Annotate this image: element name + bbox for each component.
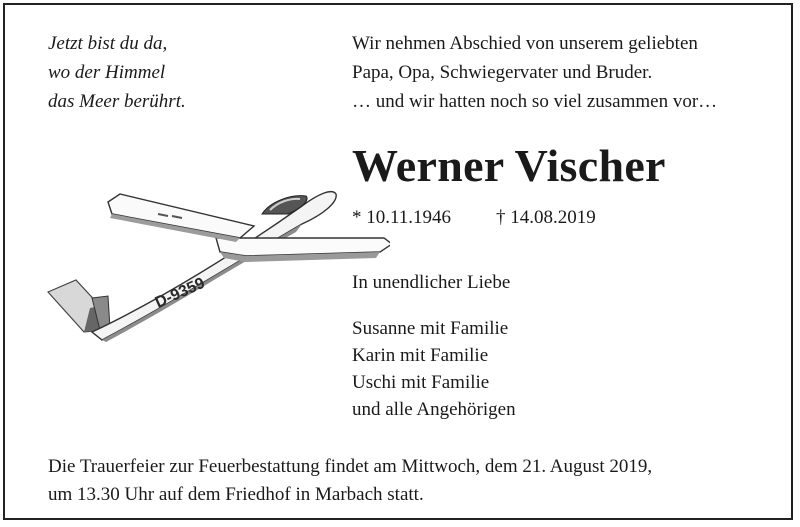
- glider-icon: [40, 180, 390, 350]
- service-line-2: um 13.30 Uhr auf dem Friedhof in Marbach statt.: [48, 484, 424, 505]
- deceased-name: Werner Vischer: [352, 140, 666, 191]
- mourner-item: Uschi mit Familie: [352, 372, 490, 393]
- poem-line-3: das Meer berührt.: [48, 91, 186, 112]
- service-line-1: Die Trauerfeier zur Feuerbestattung findet am Mittwoch, dem 21. August 2019,: [48, 456, 653, 477]
- farewell-line: In unendlicher Liebe: [352, 272, 511, 293]
- birth-date: * 10.11.1946: [352, 207, 452, 228]
- intro-line-2: Papa, Opa, Schwiegervater und Bruder.: [352, 62, 653, 83]
- death-date: † 14.08.2019: [496, 207, 596, 228]
- mourner-item: und alle Angehörigen: [352, 399, 516, 420]
- poem-line-2: wo der Himmel: [48, 62, 166, 83]
- poem: [48, 29, 186, 116]
- mourner-item: Susanne mit Familie: [352, 318, 509, 339]
- intro-line-1: Wir nehmen Abschied von unserem geliebten: [352, 33, 698, 54]
- poem-line-1: Jetzt bist du da,: [48, 33, 168, 54]
- intro-line-3: … und wir hatten noch so viel zusammen vor…: [352, 91, 718, 112]
- funeral-service-info: [48, 453, 652, 509]
- glider-registration: D-9359: [152, 274, 208, 312]
- mourner-item: Karin mit Familie: [352, 345, 489, 366]
- intro-text: [352, 29, 717, 116]
